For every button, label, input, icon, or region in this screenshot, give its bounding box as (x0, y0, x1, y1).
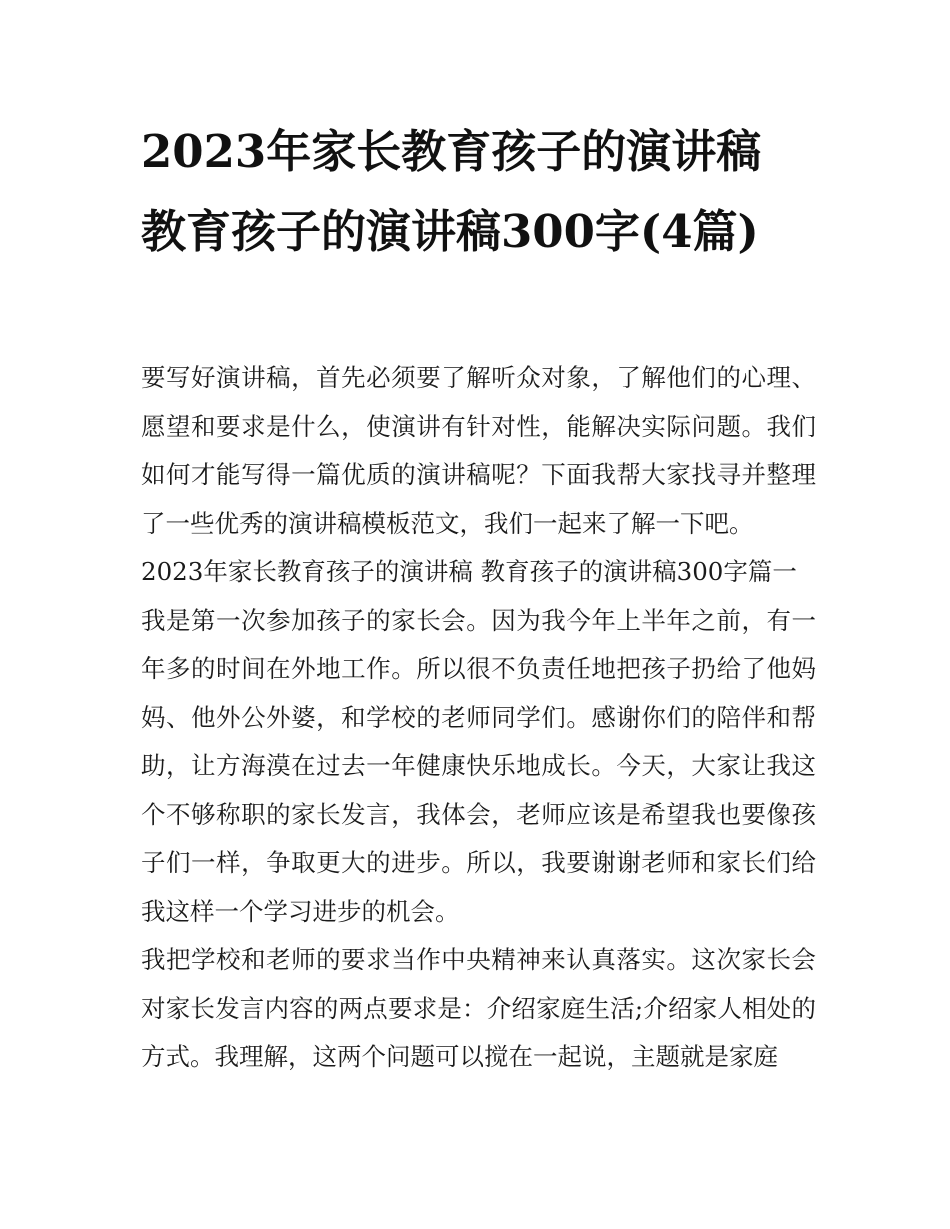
body-paragraph: 我是第一次参加孩子的家长会。因为我今年上半年之前，有一年多的时间在外地工作。所以很不负责任地把孩子扔给了他妈妈、他外公外婆，和学校的老师同学们。感谢你们的陪伴和帮助，让方海漠在过去一年健康快乐地成长。今天，大家让我这个不够称职的家长发言，我体会，老师应该是希望我也要像孩子们一样，争取更大的进步。所以，我要谢谢老师和家长们给我这样一个学习进步的机会。 (141, 605, 816, 926)
document-body (141, 354, 816, 1082)
body-paragraph: 我把学校和老师的要求当作中央精神来认真落实。这次家长会对家长发言内容的两点要求是：介绍家庭生活;介绍家人相处的方式。我理解，这两个问题可以搅在一起说，主题就是家庭 (141, 945, 816, 1071)
intro-paragraph: 要写好演讲稿，首先必须要了解听众对象，了解他们的心理、愿望和要求是什么，使演讲有针对性，能解决实际问题。我们如何才能写得一篇优质的演讲稿呢？下面我帮大家找寻并整理了一些优秀的演讲稿模板范文，我们一起来了解一下吧。 (141, 363, 816, 538)
document-title: 2023年家长教育孩子的演讲稿 教育孩子的演讲稿300字(4篇) (141, 125, 762, 258)
section-heading: 2023年家长教育孩子的演讲稿 教育孩子的演讲稿300字篇一 (141, 557, 797, 586)
